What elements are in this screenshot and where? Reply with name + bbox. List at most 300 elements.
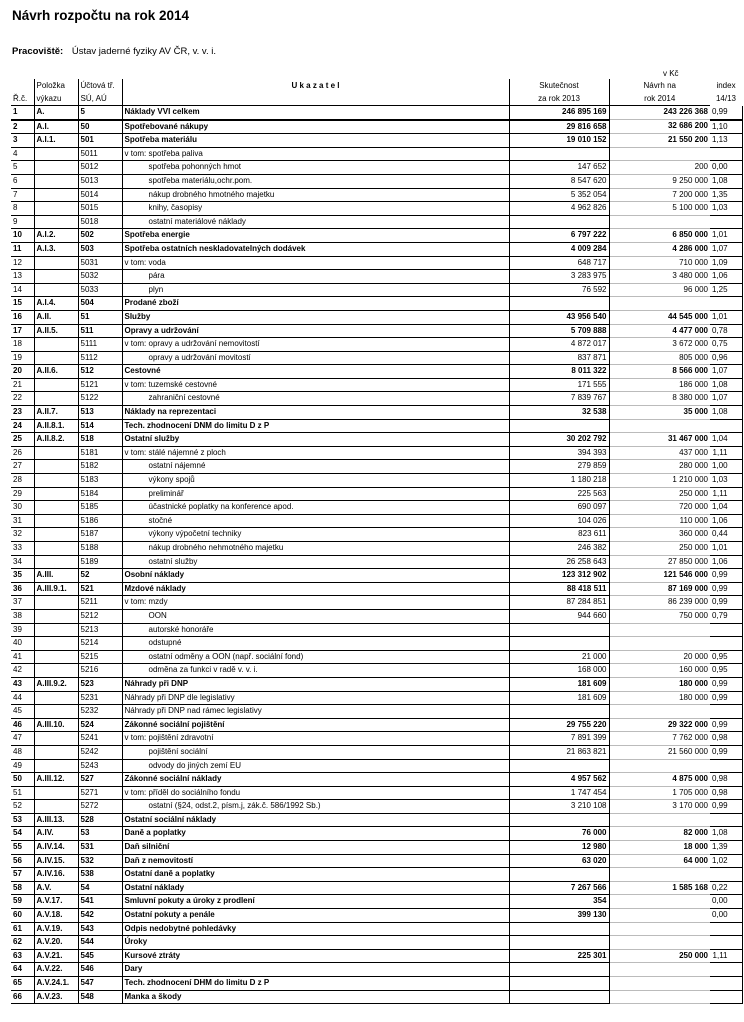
row-proposal-2014 <box>609 637 710 651</box>
row-proposal-2014: 21 560 000 <box>609 745 710 759</box>
row-actual-2013: 168 000 <box>509 664 609 678</box>
row-indicator: účastnické poplatky na konference apod. <box>122 501 509 515</box>
row-number: 61 <box>11 922 34 936</box>
row-proposal-2014: 31 467 000 <box>609 433 710 447</box>
row-index: 1,11 <box>710 949 742 963</box>
row-index: 0,22 <box>710 881 742 895</box>
row-item-code <box>34 691 78 705</box>
row-proposal-2014: 160 000 <box>609 664 710 678</box>
row-account: 548 <box>78 990 122 1004</box>
row-account: 5015 <box>78 202 122 216</box>
row-indicator: ostatní odměny a OON (např. sociální fond) <box>122 650 509 664</box>
row-item-code: A.II.8.1. <box>34 419 78 433</box>
row-account: 518 <box>78 433 122 447</box>
row-item-code: A.V. <box>34 881 78 895</box>
row-actual-2013 <box>509 990 609 1004</box>
row-actual-2013: 8 011 322 <box>509 365 609 379</box>
row-proposal-2014 <box>609 705 710 719</box>
row-item-code <box>34 555 78 569</box>
row-indicator: autorské honoráře <box>122 623 509 637</box>
row-item-code <box>34 732 78 746</box>
row-number: 43 <box>11 677 34 691</box>
row-item-code <box>34 637 78 651</box>
row-indicator: Manka a škody <box>122 990 509 1004</box>
row-actual-2013: 104 026 <box>509 514 609 528</box>
row-number: 64 <box>11 963 34 977</box>
row-number: 21 <box>11 378 34 392</box>
row-proposal-2014: 27 850 000 <box>609 555 710 569</box>
row-number: 45 <box>11 705 34 719</box>
row-proposal-2014: 250 000 <box>609 542 710 556</box>
row-actual-2013: 181 609 <box>509 691 609 705</box>
row-actual-2013: 225 563 <box>509 487 609 501</box>
row-proposal-2014: 7 762 000 <box>609 732 710 746</box>
row-proposal-2014: 3 672 000 <box>609 338 710 352</box>
row-number: 15 <box>11 297 34 311</box>
row-indicator: OON <box>122 609 509 623</box>
row-indicator: pojištění sociální <box>122 745 509 759</box>
row-number: 31 <box>11 514 34 528</box>
row-actual-2013: 171 555 <box>509 378 609 392</box>
table-row <box>11 909 742 923</box>
table-row <box>11 106 742 120</box>
header-ukazatel: U k a z a t e l <box>122 79 509 92</box>
table-row <box>11 841 742 855</box>
row-indicator: nákup drobného hmotného majetku <box>122 188 509 202</box>
row-indicator: Daň silniční <box>122 841 509 855</box>
row-index: 1,06 <box>710 514 742 528</box>
row-actual-2013 <box>509 419 609 433</box>
table-row <box>11 161 742 175</box>
row-index: 1,04 <box>710 433 742 447</box>
table-row <box>11 936 742 950</box>
table-row <box>11 202 742 216</box>
row-proposal-2014: 710 000 <box>609 256 710 270</box>
row-proposal-2014: 64 000 <box>609 854 710 868</box>
row-proposal-2014: 44 545 000 <box>609 310 710 324</box>
row-proposal-2014 <box>609 759 710 773</box>
table-row <box>11 609 742 623</box>
currency-unit: v Kč <box>663 69 679 78</box>
row-index: 1,01 <box>710 310 742 324</box>
row-account: 5187 <box>78 528 122 542</box>
row-item-code <box>34 378 78 392</box>
row-number: 66 <box>11 990 34 1004</box>
row-number: 34 <box>11 555 34 569</box>
row-actual-2013 <box>509 215 609 229</box>
row-indicator: v tom: stálé nájemné z ploch <box>122 446 509 460</box>
row-proposal-2014 <box>609 215 710 229</box>
row-indicator: nákup drobného nehmotného majetku <box>122 542 509 556</box>
row-item-code: A.III.12. <box>34 773 78 787</box>
row-item-code <box>34 256 78 270</box>
row-number: 5 <box>11 161 34 175</box>
row-number: 27 <box>11 460 34 474</box>
table-row <box>11 922 742 936</box>
header-polozka: Položka <box>34 79 78 92</box>
header-rc: Ř.č. <box>11 92 34 106</box>
workplace-label: Pracoviště: <box>12 46 64 57</box>
row-index: 0,78 <box>710 324 742 338</box>
row-proposal-2014: 4 477 000 <box>609 324 710 338</box>
row-number: 16 <box>11 310 34 324</box>
row-indicator: opravy a udržování movitostí <box>122 351 509 365</box>
row-index: 1,04 <box>710 501 742 515</box>
row-item-code <box>34 487 78 501</box>
row-account: 541 <box>78 895 122 909</box>
row-number: 55 <box>11 841 34 855</box>
table-row <box>11 827 742 841</box>
row-proposal-2014 <box>609 147 710 161</box>
row-account: 5272 <box>78 800 122 814</box>
table-row <box>11 759 742 773</box>
row-item-code: A. <box>34 106 78 120</box>
row-actual-2013 <box>509 705 609 719</box>
row-account: 5243 <box>78 759 122 773</box>
row-index <box>710 936 742 950</box>
row-actual-2013 <box>509 759 609 773</box>
row-item-code <box>34 161 78 175</box>
row-number: 20 <box>11 365 34 379</box>
row-index: 1,08 <box>710 406 742 420</box>
row-index: 1,35 <box>710 188 742 202</box>
row-indicator: Daň z nemovitostí <box>122 854 509 868</box>
row-number: 30 <box>11 501 34 515</box>
table-row <box>11 800 742 814</box>
row-actual-2013: 5 709 888 <box>509 324 609 338</box>
header-ucet: Účtová tř. <box>78 79 122 92</box>
table-row <box>11 895 742 909</box>
row-account: 5189 <box>78 555 122 569</box>
table-row <box>11 555 742 569</box>
row-index: 1,39 <box>710 841 742 855</box>
row-item-code: A.V.22. <box>34 963 78 977</box>
table-row <box>11 310 742 324</box>
row-index: 0,99 <box>710 106 742 120</box>
row-indicator: Služby <box>122 310 509 324</box>
table-row <box>11 745 742 759</box>
row-number: 42 <box>11 664 34 678</box>
row-item-code: A.V.20. <box>34 936 78 950</box>
row-number: 52 <box>11 800 34 814</box>
header-blank <box>122 92 509 106</box>
row-index: 1,02 <box>710 854 742 868</box>
row-account: 513 <box>78 406 122 420</box>
row-item-code: A.II.6. <box>34 365 78 379</box>
row-item-code: A.I.4. <box>34 297 78 311</box>
row-item-code: A.IV.16. <box>34 868 78 882</box>
row-actual-2013: 1 747 454 <box>509 786 609 800</box>
row-proposal-2014 <box>609 936 710 950</box>
row-item-code <box>34 596 78 610</box>
row-proposal-2014: 437 000 <box>609 446 710 460</box>
row-proposal-2014: 4 875 000 <box>609 773 710 787</box>
row-actual-2013 <box>509 813 609 827</box>
row-actual-2013: 7 891 399 <box>509 732 609 746</box>
row-proposal-2014: 32 686 200 <box>609 120 710 134</box>
row-account: 5112 <box>78 351 122 365</box>
row-account: 514 <box>78 419 122 433</box>
row-item-code <box>34 745 78 759</box>
row-actual-2013: 823 611 <box>509 528 609 542</box>
row-account: 5184 <box>78 487 122 501</box>
table-row <box>11 677 742 691</box>
row-account: 5186 <box>78 514 122 528</box>
row-index: 0,99 <box>710 745 742 759</box>
row-indicator: Ostatní náklady <box>122 881 509 895</box>
row-index: 0,98 <box>710 773 742 787</box>
row-indicator: plyn <box>122 283 509 297</box>
header-index: index <box>716 81 736 90</box>
row-index <box>710 759 742 773</box>
row-proposal-2014: 250 000 <box>609 487 710 501</box>
row-proposal-2014: 180 000 <box>609 691 710 705</box>
row-actual-2013: 88 418 511 <box>509 582 609 596</box>
row-indicator: Ostatní daně a poplatky <box>122 868 509 882</box>
row-account: 512 <box>78 365 122 379</box>
row-indicator: Náklady VVI celkem <box>122 106 509 120</box>
row-number: 62 <box>11 936 34 950</box>
row-indicator: pára <box>122 270 509 284</box>
row-item-code: A.III.9.1. <box>34 582 78 596</box>
row-proposal-2014: 82 000 <box>609 827 710 841</box>
row-index: 0,99 <box>710 582 742 596</box>
header-navrh-year: rok 2014 <box>609 92 710 106</box>
row-proposal-2014: 280 000 <box>609 460 710 474</box>
row-actual-2013: 7 839 767 <box>509 392 609 406</box>
table-row <box>11 487 742 501</box>
row-indicator: odměna za funkci v radě v. v. i. <box>122 664 509 678</box>
row-actual-2013: 76 000 <box>509 827 609 841</box>
row-index: 1,01 <box>710 229 742 243</box>
row-index: 0,44 <box>710 528 742 542</box>
row-actual-2013: 32 538 <box>509 406 609 420</box>
header-empty <box>11 79 34 92</box>
table-row <box>11 134 742 148</box>
row-number: 60 <box>11 909 34 923</box>
row-account: 504 <box>78 297 122 311</box>
row-indicator: Spotřeba ostatních neskladovatelných dodávek <box>122 242 509 256</box>
row-proposal-2014: 21 550 200 <box>609 134 710 148</box>
row-item-code: A.II.7. <box>34 406 78 420</box>
row-index: 1,00 <box>710 460 742 474</box>
row-index: 0,98 <box>710 732 742 746</box>
table-row <box>11 949 742 963</box>
row-proposal-2014 <box>609 963 710 977</box>
row-proposal-2014: 4 286 000 <box>609 242 710 256</box>
row-item-code <box>34 188 78 202</box>
row-proposal-2014: 6 850 000 <box>609 229 710 243</box>
row-proposal-2014 <box>609 895 710 909</box>
row-actual-2013 <box>509 637 609 651</box>
table-row <box>11 650 742 664</box>
table-row <box>11 637 742 651</box>
row-index: 0,00 <box>710 909 742 923</box>
row-account: 547 <box>78 977 122 991</box>
row-proposal-2014 <box>609 922 710 936</box>
table-row <box>11 351 742 365</box>
row-actual-2013: 147 652 <box>509 161 609 175</box>
row-actual-2013: 399 130 <box>509 909 609 923</box>
table-row <box>11 283 742 297</box>
row-number: 41 <box>11 650 34 664</box>
row-number: 6 <box>11 174 34 188</box>
row-actual-2013: 5 352 054 <box>509 188 609 202</box>
row-indicator: výkony spojů <box>122 474 509 488</box>
row-indicator: v tom: voda <box>122 256 509 270</box>
row-account: 5011 <box>78 147 122 161</box>
row-indicator: v tom: opravy a udržování nemovitostí <box>122 338 509 352</box>
row-account: 5242 <box>78 745 122 759</box>
row-indicator: Úroky <box>122 936 509 950</box>
row-index: 0,99 <box>710 569 742 583</box>
row-index <box>710 813 742 827</box>
table-row <box>11 174 742 188</box>
row-actual-2013: 19 010 152 <box>509 134 609 148</box>
row-index: 1,08 <box>710 378 742 392</box>
table-row <box>11 732 742 746</box>
workplace-line <box>12 46 216 57</box>
row-indicator: Spotřebované nákupy <box>122 120 509 134</box>
budget-table <box>11 79 743 1004</box>
row-account: 502 <box>78 229 122 243</box>
row-indicator: Dary <box>122 963 509 977</box>
header-su-au: SÚ, AÚ <box>78 92 122 106</box>
row-indicator: Náklady na reprezentaci <box>122 406 509 420</box>
row-indicator: Tech. zhodnocení DHM do limitu D z P <box>122 977 509 991</box>
row-index: 1,08 <box>710 827 742 841</box>
row-number: 10 <box>11 229 34 243</box>
row-account: 5214 <box>78 637 122 651</box>
row-indicator: Spotřeba materiálu <box>122 134 509 148</box>
table-row <box>11 147 742 161</box>
row-actual-2013 <box>509 297 609 311</box>
row-indicator: Náhrady při DNP nad rámec legislativy <box>122 705 509 719</box>
header-vykazu: výkazu <box>34 92 78 106</box>
row-index: 0,99 <box>710 596 742 610</box>
row-indicator: Náhrady při DNP dle legislativy <box>122 691 509 705</box>
table-row <box>11 378 742 392</box>
table-row <box>11 474 742 488</box>
row-item-code: A.I.3. <box>34 242 78 256</box>
table-row <box>11 392 742 406</box>
table-row <box>11 623 742 637</box>
table-row <box>11 297 742 311</box>
row-indicator: zahraniční cestovné <box>122 392 509 406</box>
row-number: 22 <box>11 392 34 406</box>
row-number: 33 <box>11 542 34 556</box>
row-index: 0,75 <box>710 338 742 352</box>
row-account: 5185 <box>78 501 122 515</box>
row-actual-2013: 837 871 <box>509 351 609 365</box>
table-row <box>11 881 742 895</box>
table-row <box>11 718 742 732</box>
row-account: 5216 <box>78 664 122 678</box>
row-indicator: stočné <box>122 514 509 528</box>
table-row <box>11 705 742 719</box>
row-number: 59 <box>11 895 34 909</box>
row-proposal-2014: 29 322 000 <box>609 718 710 732</box>
row-account: 5 <box>78 106 122 120</box>
table-row <box>11 664 742 678</box>
row-index: 0,95 <box>710 664 742 678</box>
row-index: 1,06 <box>710 555 742 569</box>
table-row <box>11 854 742 868</box>
row-account: 5182 <box>78 460 122 474</box>
row-proposal-2014: 1 705 000 <box>609 786 710 800</box>
row-number: 39 <box>11 623 34 637</box>
row-index: 0,99 <box>710 800 742 814</box>
row-number: 54 <box>11 827 34 841</box>
table-row <box>11 963 742 977</box>
table-row <box>11 270 742 284</box>
row-number: 25 <box>11 433 34 447</box>
row-number: 44 <box>11 691 34 705</box>
row-account: 501 <box>78 134 122 148</box>
row-account: 5012 <box>78 161 122 175</box>
row-indicator: odstupné <box>122 637 509 651</box>
row-item-code: A.IV. <box>34 827 78 841</box>
row-item-code <box>34 609 78 623</box>
row-account: 5212 <box>78 609 122 623</box>
row-proposal-2014: 110 000 <box>609 514 710 528</box>
row-item-code: A.III.13. <box>34 813 78 827</box>
row-item-code <box>34 283 78 297</box>
table-row <box>11 256 742 270</box>
row-number: 26 <box>11 446 34 460</box>
row-account: 5241 <box>78 732 122 746</box>
row-indicator: v tom: mzdy <box>122 596 509 610</box>
row-number: 8 <box>11 202 34 216</box>
row-index <box>710 977 742 991</box>
table-row <box>11 569 742 583</box>
row-number: 13 <box>11 270 34 284</box>
row-item-code <box>34 202 78 216</box>
table-row <box>11 773 742 787</box>
row-index <box>710 868 742 882</box>
row-proposal-2014: 180 000 <box>609 677 710 691</box>
row-indicator: Ostatní služby <box>122 433 509 447</box>
row-actual-2013: 4 962 826 <box>509 202 609 216</box>
row-proposal-2014: 186 000 <box>609 378 710 392</box>
row-indicator: Ostatní sociální náklady <box>122 813 509 827</box>
row-number: 4 <box>11 147 34 161</box>
row-number: 12 <box>11 256 34 270</box>
row-account: 5031 <box>78 256 122 270</box>
row-item-code: A.I.2. <box>34 229 78 243</box>
row-number: 11 <box>11 242 34 256</box>
row-item-code: A.II. <box>34 310 78 324</box>
row-item-code <box>34 174 78 188</box>
row-account: 5215 <box>78 650 122 664</box>
row-indicator: Zákonné sociální pojištění <box>122 718 509 732</box>
row-item-code: A.V.24.1. <box>34 977 78 991</box>
row-proposal-2014 <box>609 623 710 637</box>
row-actual-2013 <box>509 977 609 991</box>
row-item-code: A.V.21. <box>34 949 78 963</box>
row-actual-2013: 29 816 658 <box>509 120 609 134</box>
row-actual-2013: 225 301 <box>509 949 609 963</box>
table-row <box>11 813 742 827</box>
table-row <box>11 406 742 420</box>
row-item-code <box>34 759 78 773</box>
row-item-code <box>34 351 78 365</box>
row-actual-2013: 87 284 851 <box>509 596 609 610</box>
row-proposal-2014: 1 210 000 <box>609 474 710 488</box>
row-item-code <box>34 514 78 528</box>
row-index: 1,10 <box>710 120 742 134</box>
row-proposal-2014 <box>609 909 710 923</box>
